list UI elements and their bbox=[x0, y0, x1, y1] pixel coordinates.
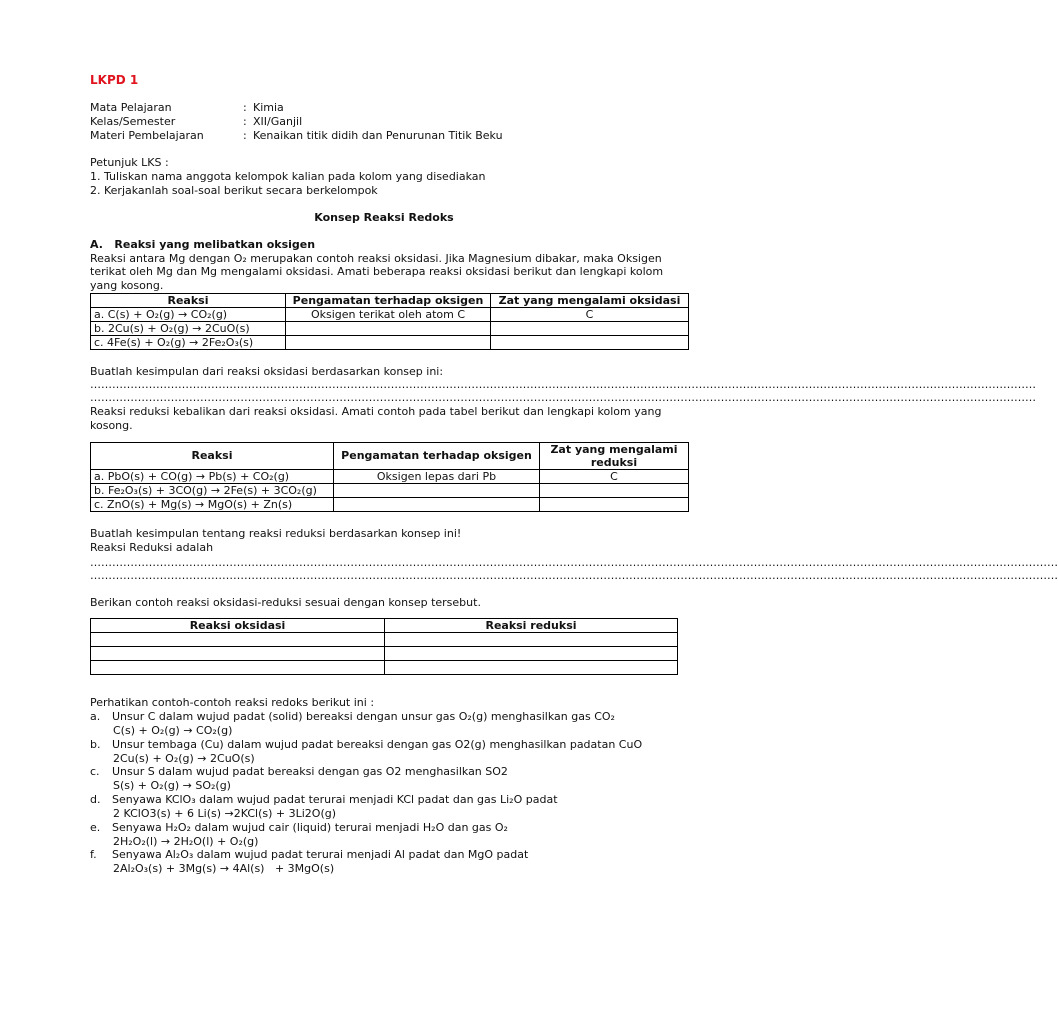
reduction-conclusion-prompt: Buatlah kesimpulan tentang reaksi reduksi berdasarkan konsep ini! bbox=[90, 527, 462, 540]
instructions-heading: Petunjuk LKS : bbox=[90, 156, 169, 169]
table-row bbox=[91, 661, 678, 675]
redox-example-item bbox=[90, 848, 528, 862]
observation-cell[interactable] bbox=[334, 498, 540, 512]
reduction-answer-cell[interactable] bbox=[385, 633, 678, 647]
header-line: reduksi bbox=[590, 456, 638, 469]
table-row bbox=[91, 322, 689, 336]
section-a-heading: A. Reaksi yang melibatkan oksigen bbox=[90, 238, 316, 251]
observation-cell[interactable] bbox=[286, 322, 491, 336]
meta-colon: : bbox=[243, 101, 247, 114]
table-header: Reaksi reduksi bbox=[385, 619, 678, 633]
oxidation-table bbox=[90, 293, 689, 350]
meta-subject-label: Mata Pelajaran bbox=[90, 101, 172, 114]
header-line: Zat yang mengalami bbox=[550, 443, 678, 456]
item-equation: 2 KClO3(s) + 6 Li(s) →2KCl(s) + 3Li2O(g) bbox=[113, 807, 337, 820]
table-header: Pengamatan terhadap oksigen bbox=[286, 294, 491, 308]
item-label: b. bbox=[90, 738, 101, 751]
redox-example-item bbox=[90, 765, 508, 779]
redox-example-table bbox=[90, 618, 678, 675]
redox-example-item bbox=[90, 793, 558, 807]
reaction-cell: b. 2Cu(s) + O₂(g) → 2CuO(s) bbox=[91, 322, 286, 336]
item-text: Senyawa Al₂O₃ dalam wujud padat terurai menjadi Al padat dan MgO padat bbox=[112, 848, 529, 861]
meta-material-label: Materi Pembelajaran bbox=[90, 129, 204, 142]
item-text: Senyawa H₂O₂ dalam wujud cair (liquid) terurai menjadi H₂O dan gas O₂ bbox=[112, 821, 508, 834]
item-text: Unsur C dalam wujud padat (solid) bereaksi dengan unsur gas O₂(g) menghasilkan gas CO₂ bbox=[112, 710, 615, 723]
observation-cell[interactable] bbox=[334, 484, 540, 498]
answer-line[interactable]: ………………………………………………………………………………………………………………………………………………………………………………………………………………………………………… bbox=[90, 569, 1058, 582]
item-label: a. bbox=[90, 710, 101, 723]
item-text: Unsur tembaga (Cu) dalam wujud padat bereaksi dengan gas O2(g) menghasilkan padatan CuO bbox=[112, 738, 643, 751]
table-header: Reaksi bbox=[91, 443, 334, 470]
reaction-cell: a. PbO(s) + CO(g) → Pb(s) + CO₂(g) bbox=[91, 470, 334, 484]
table-row bbox=[91, 470, 689, 484]
reaction-cell: c. ZnO(s) + Mg(s) → MgO(s) + Zn(s) bbox=[91, 498, 334, 512]
table-row bbox=[91, 336, 689, 350]
table-row bbox=[91, 498, 689, 512]
table-header bbox=[540, 443, 689, 470]
table-header: Zat yang mengalami oksidasi bbox=[491, 294, 689, 308]
item-text: Unsur S dalam wujud padat bereaksi dengan gas O2 menghasilkan SO2 bbox=[112, 765, 508, 778]
redox-example-item bbox=[90, 738, 642, 752]
redox-examples-heading: Perhatikan contoh-contoh reaksi redoks berikut ini : bbox=[90, 696, 375, 709]
table-row bbox=[91, 484, 689, 498]
redox-example-item bbox=[90, 821, 508, 835]
meta-class-value: XII/Ganjil bbox=[253, 115, 303, 128]
reduction-table bbox=[90, 442, 689, 512]
substance-cell[interactable] bbox=[540, 484, 689, 498]
table-header: Reaksi oksidasi bbox=[91, 619, 385, 633]
meta-subject-value: Kimia bbox=[253, 101, 284, 114]
paragraph-line: Reaksi antara Mg dengan O₂ merupakan contoh reaksi oksidasi. Jika Magnesium dibakar, maka Oksigen bbox=[90, 252, 662, 265]
meta-colon: : bbox=[243, 115, 247, 128]
paragraph-line: Reaksi reduksi kebalikan dari reaksi oksidasi. Amati contoh pada tabel berikut dan lengkapi kolom yang bbox=[90, 405, 662, 418]
reaction-cell: b. Fe₂O₃(s) + 3CO(g) → 2Fe(s) + 3CO₂(g) bbox=[91, 484, 334, 498]
substance-cell[interactable]: C bbox=[540, 470, 689, 484]
oxidation-answer-cell[interactable] bbox=[91, 633, 385, 647]
answer-line[interactable]: ………………………………………………………………………………………………………………………………………………………………………………………………………………………………………… bbox=[90, 556, 1058, 569]
table-row bbox=[91, 308, 689, 322]
item-text: Senyawa KClO₃ dalam wujud padat terurai menjadi KCl padat dan gas Li₂O padat bbox=[112, 793, 558, 806]
observation-cell[interactable] bbox=[286, 336, 491, 350]
redox-example-item bbox=[90, 710, 615, 724]
paragraph-line: terikat oleh Mg dan Mg mengalami oksidasi. Amati beberapa reaksi oksidasi berikut dan lengkapi kolom bbox=[90, 265, 664, 278]
item-label: f. bbox=[90, 848, 97, 861]
reduction-answer-cell[interactable] bbox=[385, 647, 678, 661]
section-title: Konsep Reaksi Redoks bbox=[314, 211, 454, 224]
oxidation-answer-cell[interactable] bbox=[91, 647, 385, 661]
table-header: Reaksi bbox=[91, 294, 286, 308]
instruction-item: 2. Kerjakanlah soal-soal berikut secara berkelompok bbox=[90, 184, 378, 197]
reduction-label: Reaksi Reduksi adalah bbox=[90, 541, 214, 554]
substance-cell[interactable] bbox=[540, 498, 689, 512]
example-prompt: Berikan contoh reaksi oksidasi-reduksi sesuai dengan konsep tersebut. bbox=[90, 596, 481, 609]
oxidation-conclusion-prompt: Buatlah kesimpulan dari reaksi oksidasi berdasarkan konsep ini: bbox=[90, 365, 444, 378]
item-equation: 2H₂O₂(l) → 2H₂O(l) + O₂(g) bbox=[113, 835, 259, 848]
reaction-cell: a. C(s) + O₂(g) → CO₂(g) bbox=[91, 308, 286, 322]
item-equation: C(s) + O₂(g) → CO₂(g) bbox=[113, 724, 233, 737]
substance-cell[interactable] bbox=[491, 336, 689, 350]
answer-line[interactable]: …………………………………………………………………………………………………………………………………………………………………………………………………………………………………… bbox=[90, 391, 1036, 404]
item-label: d. bbox=[90, 793, 101, 806]
oxidation-answer-cell[interactable] bbox=[91, 661, 385, 675]
meta-class-label: Kelas/Semester bbox=[90, 115, 176, 128]
reaction-cell: c. 4Fe(s) + O₂(g) → 2Fe₂O₃(s) bbox=[91, 336, 286, 350]
paragraph-line: kosong. bbox=[90, 419, 133, 432]
substance-cell[interactable]: C bbox=[491, 308, 689, 322]
item-label: e. bbox=[90, 821, 101, 834]
table-row bbox=[91, 647, 678, 661]
observation-cell[interactable]: Oksigen lepas dari Pb bbox=[334, 470, 540, 484]
substance-cell[interactable] bbox=[491, 322, 689, 336]
item-equation: 2Al₂O₃(s) + 3Mg(s) → 4Al(s) + 3MgO(s) bbox=[113, 862, 335, 875]
observation-cell[interactable]: Oksigen terikat oleh atom C bbox=[286, 308, 491, 322]
instruction-item: 1. Tuliskan nama anggota kelompok kalian pada kolom yang disediakan bbox=[90, 170, 486, 183]
paragraph-line: yang kosong. bbox=[90, 279, 164, 292]
table-header: Pengamatan terhadap oksigen bbox=[334, 443, 540, 470]
item-label: c. bbox=[90, 765, 100, 778]
answer-line[interactable]: …………………………………………………………………………………………………………………………………………………………………………………………………………………………………… bbox=[90, 378, 1036, 391]
meta-material-value: Kenaikan titik didih dan Penurunan Titik Beku bbox=[253, 129, 503, 142]
table-row bbox=[91, 633, 678, 647]
reduction-answer-cell[interactable] bbox=[385, 661, 678, 675]
document-title: LKPD 1 bbox=[90, 73, 139, 87]
meta-colon: : bbox=[243, 129, 247, 142]
item-equation: S(s) + O₂(g) → SO₂(g) bbox=[113, 779, 231, 792]
item-equation: 2Cu(s) + O₂(g) → 2CuO(s) bbox=[113, 752, 255, 765]
